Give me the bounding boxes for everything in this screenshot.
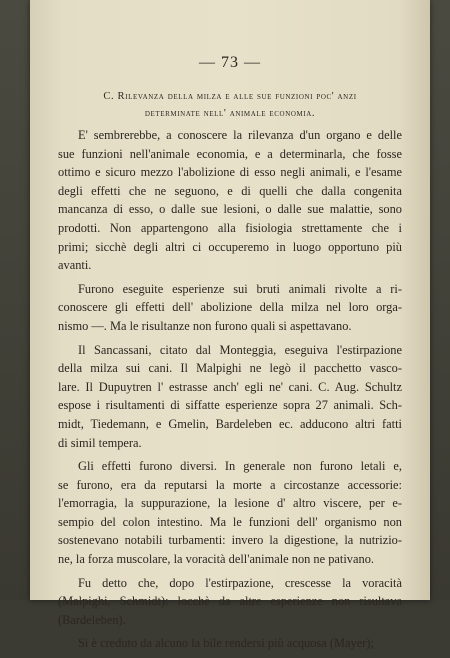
- page-number: — 73 —: [199, 54, 261, 71]
- text-line: (Bardeleben).: [58, 612, 126, 627]
- text-line: sostenevano notabili turbamenti: invero la digestione, la nutrizio-: [58, 533, 402, 548]
- text-line: Fu detto che, dopo l'estirpazione, crescesse la voracità: [78, 575, 402, 590]
- paragraph: [58, 280, 402, 336]
- section-heading: [52, 88, 408, 122]
- text-line: (Malpighi, Schmidt): locchè da altre esperienze non risultava: [58, 594, 402, 609]
- text-line: avanti.: [58, 258, 92, 273]
- paragraph: [58, 634, 402, 653]
- text-line: nismo —. Ma le risultanze non furono quali si aspettavano.: [58, 318, 352, 333]
- paragraph: [58, 341, 402, 453]
- book-page: [30, 0, 430, 651]
- text-line: sue funzioni nell'animale economia, e a determinarla, che fosse: [58, 146, 402, 161]
- paragraph: [58, 457, 402, 569]
- text-line: prodotti. Non appartengono alla fisiologia strettamente che i: [58, 220, 402, 235]
- text-line: primi; sicchè degli altri ci occuperemo in luogo opportuno più: [58, 239, 402, 254]
- text-line: lare. Il Dupuytren l' estrasse anch' egli ne' cani. C. Aug. Schultz: [58, 379, 402, 394]
- text-line: Il Sancassani, citato dal Monteggia, eseguiva l'estirpazione: [78, 342, 402, 357]
- paragraph: [58, 126, 402, 275]
- text-line: sempio del colon intestino. Ma le funzioni dell' organismo non: [58, 514, 402, 529]
- text-line: E' sembrerebbe, a conoscere la rilevanza d'un organo e delle: [78, 128, 402, 142]
- body-text: [58, 126, 402, 658]
- text-line: della milza sui cani. Il Malpighi ne legò il pacchetto vasco-: [58, 361, 402, 376]
- text-line: se furono, era da reputarsi la morte a circostanze accessorie:: [58, 477, 402, 492]
- text-line: midt, Tiedemann, e Gmelin, Bardeleben ec. adducono altri fatti: [58, 416, 402, 431]
- text-line: ottimo e sicuro mezzo l'abolizione di esso negli animali, e l'esame: [58, 165, 402, 180]
- text-line: Furono eseguite esperienze sui bruti animali rivolte a ri-: [78, 281, 402, 296]
- text-line: l'emorragia, la suppurazione, la lesione d' altro viscere, per e-: [58, 496, 402, 511]
- text-line: espose i risultamenti di siffatte esperienze sopra 27 animali. Sch-: [58, 398, 402, 413]
- heading-line: determinate nell' animale economia.: [144, 108, 316, 119]
- text-line: Si è creduto da alcuno la bile rendersi più acquosa (Mayer);: [78, 636, 374, 651]
- text-line: Gli effetti furono diversi. In generale non furono letali e,: [78, 459, 402, 474]
- text-line: conoscere gli effetti dell' abolizione della milza nel loro orga-: [58, 300, 402, 315]
- text-line: mancanza di esso, o dalle sue lesioni, o dalle sue malattie, sono: [58, 202, 402, 217]
- text-line: ne, la forza muscolare, la voracità dell'animale non ne pativano.: [58, 552, 374, 567]
- heading-line: C. Rilevanza della milza e alle sue funzioni poc' anzi: [103, 91, 357, 102]
- paragraph: [58, 574, 402, 630]
- text-line: di simil tempera.: [58, 435, 142, 450]
- text-line: degli effetti che ne seguono, e di quelli che dalla congenita: [58, 183, 402, 198]
